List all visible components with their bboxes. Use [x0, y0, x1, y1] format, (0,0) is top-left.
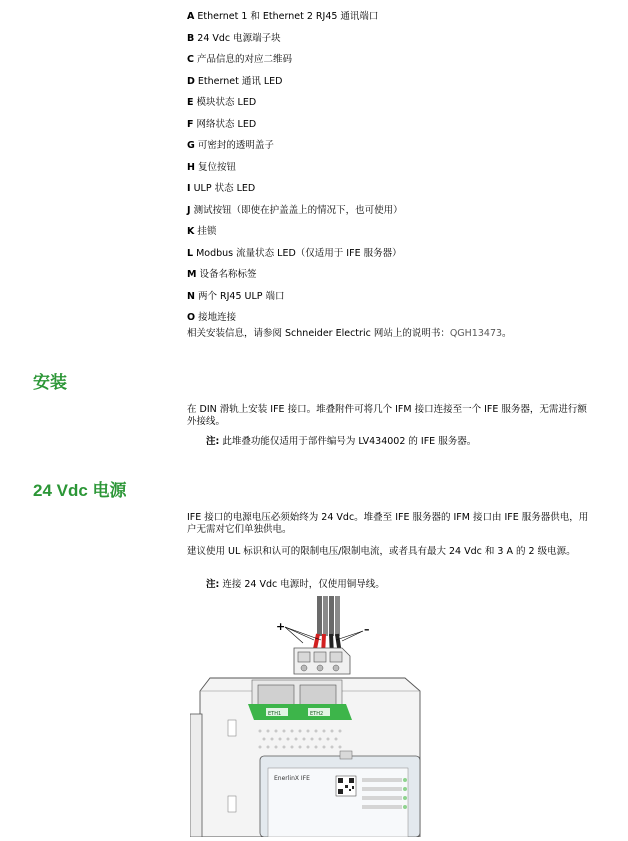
legend-text: 测试按钮（即使在护盖盖上的情况下，也可使用） — [193, 204, 403, 216]
legend-item — [187, 28, 607, 50]
legend-text: 产品信息的对应二维码 — [197, 54, 293, 65]
legend-text: 接地连接 — [198, 312, 237, 323]
power-note — [206, 576, 385, 590]
power-note-text: 连接 24 Vdc 电源时，仅使用铜导线。 — [219, 579, 385, 590]
brand-label: EnerlinX IFE — [274, 775, 310, 782]
legend-letter: B — [187, 32, 195, 44]
legend-item — [187, 264, 607, 286]
legend-item — [187, 71, 607, 93]
power-paragraph-2: 建议使用 UL 标识和认可的限制电压/限制电流，或者具有最大 24 Vdc 和 3 A 的 2 级电源。 — [187, 546, 576, 557]
legend-list — [187, 6, 607, 329]
legend-item — [187, 157, 607, 179]
legend-text: 网络状态 LED — [196, 118, 257, 130]
legend-text: 模块状态 LED — [196, 97, 257, 108]
legend-letter: N — [187, 290, 195, 302]
eth2-port-label: ETH2 — [310, 711, 324, 717]
power-wiring-illustration — [190, 596, 440, 837]
legend-text: Ethernet 通讯 LED — [197, 75, 283, 87]
legend-letter: F — [187, 118, 194, 130]
terminal-block — [294, 648, 350, 674]
legend-letter: G — [187, 140, 195, 151]
legend-text: 挂锁 — [197, 226, 217, 237]
legend-letter: A — [187, 11, 195, 22]
eth1-port-label: ETH1 — [268, 711, 282, 717]
power-paragraph-1: IFE 接口的电源电压必须始终为 24 Vdc。堆叠至 IFE 服务器的 IFM 接口由 IFE 服务器供电，用户无需对它们单独供电。 — [187, 512, 589, 535]
reference-text: 相关安装信息，请参阅 Schneider Electric 网站上的说明书： — [187, 328, 450, 339]
reference-suffix: 。 — [502, 328, 512, 339]
install-heading: 安装 — [33, 373, 67, 392]
legend-letter: E — [187, 97, 194, 108]
legend-letter: J — [187, 204, 191, 216]
legend-item — [187, 114, 607, 136]
plus-label: + — [276, 620, 286, 633]
legend-item — [187, 243, 607, 265]
legend-text: ULP 状态 LED — [193, 183, 256, 194]
reference-note — [187, 325, 512, 339]
install-note-text: 此堆叠功能仅适用于部件编号为 LV434002 的 IFE 服务器。 — [219, 436, 477, 447]
legend-text: 24 Vdc 电源端子块 — [197, 32, 281, 44]
install-note — [206, 433, 476, 447]
minus-label: – — [364, 623, 370, 636]
legend-letter: C — [187, 54, 194, 65]
legend-letter: I — [187, 183, 191, 194]
legend-text: 设备名称标签 — [199, 269, 257, 280]
legend-letter: K — [187, 226, 195, 237]
legend-item — [187, 221, 607, 243]
legend-letter: D — [187, 75, 195, 87]
legend-text: Ethernet 1 和 Ethernet 2 RJ45 通讯端口 — [197, 11, 379, 22]
install-paragraph: 在 DIN 滑轨上安装 IFE 接口。堆叠附件可将几个 IFM 接口连接至一个 IFE 服务器，无需进行额外接线。 — [187, 404, 587, 427]
reference-code[interactable]: QGH13473 — [449, 328, 503, 339]
legend-letter: O — [187, 312, 196, 323]
legend-item — [187, 49, 607, 71]
install-note-label: 注: — [206, 436, 220, 447]
qr-code — [336, 776, 356, 796]
power-heading: 24 Vdc 电源 — [33, 481, 127, 500]
wire-bundle — [314, 596, 340, 656]
legend-item — [187, 200, 607, 222]
legend-letter: H — [187, 161, 195, 173]
legend-item — [187, 286, 607, 308]
legend-item — [187, 135, 607, 157]
legend-text: 两个 RJ45 ULP 端口 — [197, 290, 285, 302]
legend-letter: L — [187, 247, 194, 259]
power-note-label: 注: — [206, 579, 220, 590]
module-housing — [190, 678, 420, 837]
legend-text: 可密封的透明盖子 — [197, 140, 274, 151]
legend-text: Modbus 流量状态 LED（仅适用于 IFE 服务器） — [196, 247, 402, 259]
legend-letter: M — [187, 269, 197, 280]
legend-item — [187, 6, 607, 28]
device-drawing — [190, 596, 440, 837]
legend-text: 复位按钮 — [197, 161, 236, 173]
green-port-band — [248, 704, 352, 720]
legend-item — [187, 92, 607, 114]
legend-item — [187, 178, 607, 200]
